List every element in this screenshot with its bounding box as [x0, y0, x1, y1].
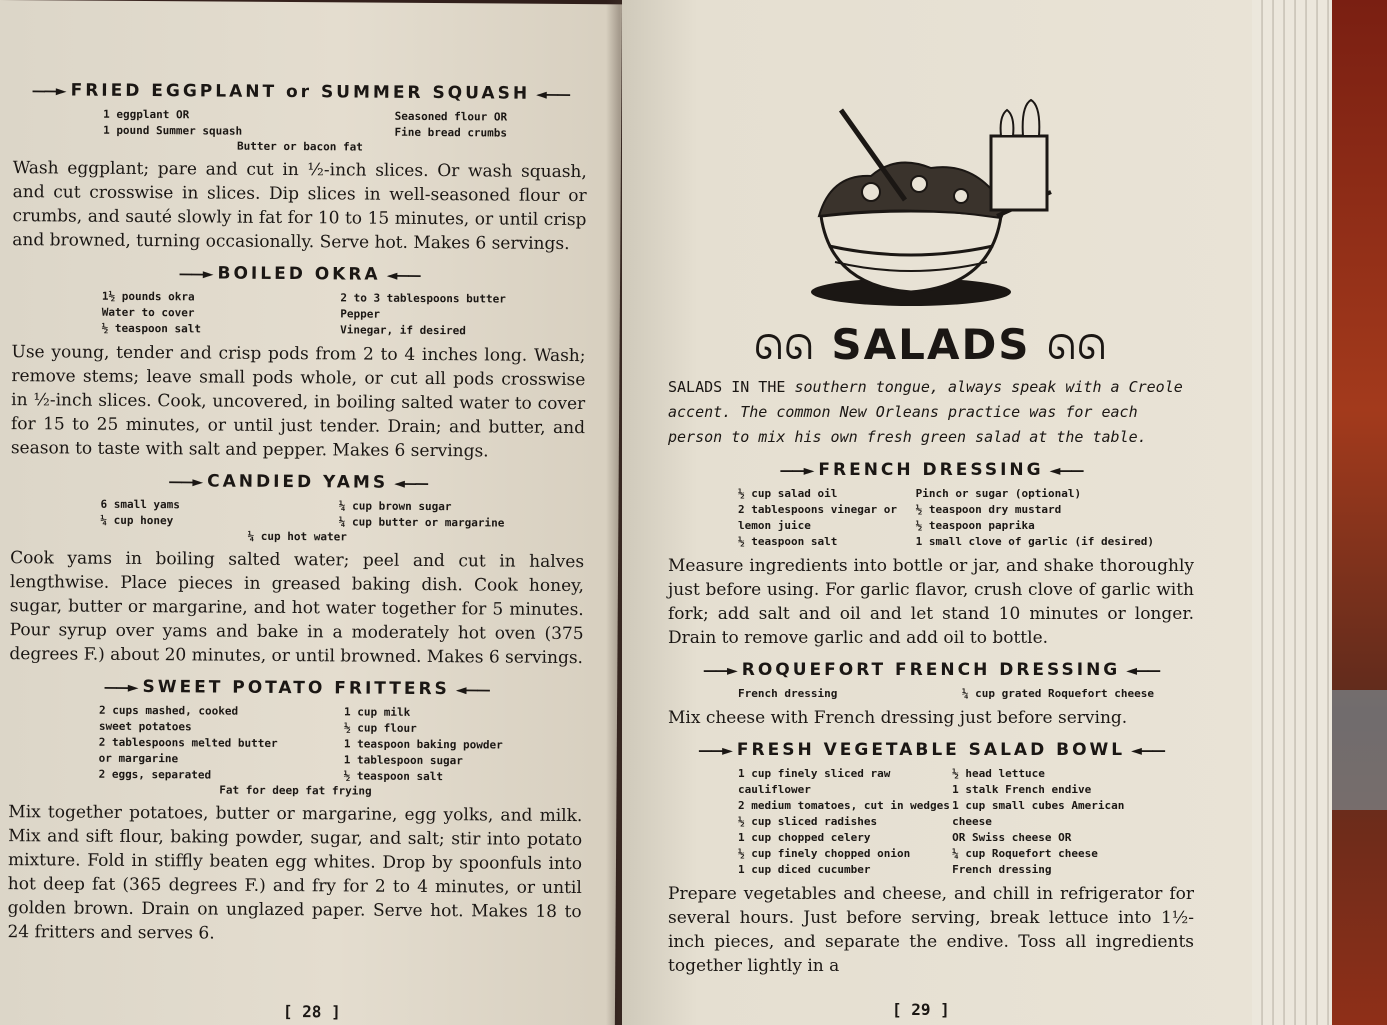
ingredient: or margarine [98, 751, 179, 766]
ingredient: Pinch or sugar (optional) [915, 487, 1082, 500]
arrow-ornament-icon: ◄—— [455, 682, 489, 699]
ingredient: 2 tablespoons melted butter [98, 735, 278, 750]
directions-roquefort-dressing: Mix cheese with French dressing just before serving. [668, 708, 1128, 728]
cruet-bottle [1023, 100, 1040, 136]
recipe-title-french-dressing: ——► FRENCH DRESSING ◄—— [779, 460, 1083, 480]
arrow-ornament-icon: ◄—— [1049, 463, 1083, 479]
ingredient: 1 teaspoon baking powder [343, 737, 503, 752]
swirl-ornament-icon: ᘏᘏ [754, 328, 815, 368]
ingredient: Butter or bacon fat [237, 139, 363, 154]
arrow-ornament-icon: ——► [779, 463, 813, 479]
ingredient: ¼ cup butter or margarine [338, 515, 505, 530]
ingredient: ½ teaspoon dry mustard [915, 503, 1062, 516]
ingredient: ½ cup sliced radishes [738, 815, 878, 828]
page-number: [ 28 ] [282, 1002, 341, 1022]
book-cover-edge [1332, 0, 1387, 1025]
arrow-ornament-icon: ◄—— [536, 86, 569, 103]
ingredient: 2 eggs, separated [98, 767, 212, 782]
arrow-ornament-icon: ——► [178, 266, 212, 283]
ingredient: 1 stalk French endive [952, 783, 1092, 796]
directions-french-dressing: Measure ingredients into bottle or jar, and shake thoroughly just before using. For garlic flavor, crush clove of garlic with fork; add salt and oil and let stand 10 minutes or longer. Drain to remove garlic and add oil to bottle. [668, 556, 1194, 648]
ingredient: ½ teaspoon salt [738, 535, 838, 548]
page-stack-edge [1252, 0, 1332, 1025]
ingredients-boiled-okra [12, 288, 586, 340]
arrow-ornament-icon: ◄—— [386, 267, 420, 284]
ingredient: Seasoned flour OR [394, 109, 508, 124]
salad-bowl-illustration-icon [801, 96, 1061, 316]
cruet-bottle [1001, 110, 1014, 136]
arrow-ornament-icon: ——► [31, 83, 65, 100]
ingredient: OR Swiss cheese OR [952, 831, 1072, 844]
ingredients-french-dressing [668, 486, 1194, 550]
ingredient: lemon juice [738, 519, 811, 532]
ingredients-sweet-potato-fritters [9, 702, 584, 786]
tomato-slice [911, 176, 927, 192]
ingredient: 1 cup diced cucumber [738, 863, 871, 876]
ingredient: 1 small clove of garlic (if desired) [915, 535, 1154, 548]
ingredient: ¼ cup brown sugar [338, 499, 452, 514]
ingredient: Pepper [340, 307, 381, 321]
ingredient: ½ teaspoon paprika [915, 519, 1035, 532]
ingredient: Vinegar, if desired [340, 323, 467, 338]
left-page [0, 0, 622, 1025]
ingredients-fresh-vegetable-salad-bowl [668, 766, 1194, 878]
directions-fried-eggplant: Wash eggplant; pare and cut in ½-inch slices. Or wash squash, and cut crosswise in slices. Dip slices in well-seasoned flour or crumbs, and sauté slowly in fat for 10 to 15 minutes, or until crisp and browned, turning occasionally. Serve hot. Makes 6 servings. [12, 158, 587, 254]
ingredient: 1 eggplant OR [103, 107, 190, 122]
intro-text: southern tongue, always speak with a Creole accent. The common New Orleans practice was for each person to mix his own fresh green salad at the table. [668, 378, 1183, 446]
ingredient: ½ cup finely chopped onion [738, 847, 911, 860]
salad-leaves [819, 163, 1003, 218]
chapter-title: ᘏᘏ SALADS ᘏᘏ [754, 320, 1108, 369]
tomato-slice [954, 189, 968, 203]
directions-boiled-okra: Use young, tender and crisp pods from 2 to 4 inches long. Wash; remove stems; leave small pods whole, or cut all pods crosswise in ½-inch slices. Cook, uncovered, in boiling salted water to cover for 15 to 25 minutes, or until just tender. Drain; and butter, and season to taste with salt and pepper. Makes 6 servings. [10, 342, 586, 462]
ingredient: 1 tablespoon sugar [343, 753, 464, 768]
recipe-title-sweet-potato-fritters: ——► SWEET POTATO FRITTERS ◄—— [103, 677, 489, 700]
cover-decoration [1332, 690, 1387, 810]
ingredients-candied-yams [10, 496, 584, 532]
intro-caps: SALADS IN THE [668, 378, 786, 396]
ingredient: Water to cover [101, 305, 195, 320]
ingredient: French dressing [738, 687, 838, 700]
ingredient: 1 cup finely sliced raw cauliflower [738, 767, 891, 796]
arrow-ornament-icon: ——► [698, 743, 731, 759]
ingredient: 1 cup milk [344, 705, 411, 719]
cruet-stand [991, 136, 1047, 210]
ingredient: 1 pound Summer squash [103, 123, 243, 138]
ingredient: ¼ cup grated Roquefort cheese [961, 687, 1154, 700]
page-number: [ 29 ] [892, 1000, 950, 1019]
ingredient: Fine bread crumbs [394, 125, 508, 140]
ingredient: ½ teaspoon salt [101, 321, 202, 336]
arrow-ornament-icon: ——► [103, 679, 137, 696]
ingredients-fried-eggplant [13, 106, 587, 142]
ingredients-roquefort-dressing [668, 686, 1194, 702]
ingredient: 2 cups mashed, cooked [98, 703, 239, 718]
arrow-ornament-icon: ◄—— [394, 475, 427, 492]
right-page [622, 0, 1252, 1025]
ingredient: ½ teaspoon salt [343, 769, 444, 784]
directions-candied-yams: Cook yams in boiling salted water; peel and cut in halves lengthwise. Place pieces in greased baking dish. Cook honey, sugar, butter or margarine, and hot water together for 5 minutes. Pour syrup over yams and bake in a moderately hot oven (375 degrees F.) about 20 minutes, or until browned. Makes 6 servings. [9, 548, 585, 669]
directions-sweet-potato-fritters: Mix together potatoes, butter or margarine, egg yolks, and milk. Mix and sift flour, baking powder, sugar, and salt; stir into potato mixture. Fold in stiffly beaten egg whites. Drop by spoonfuls into hot deep fat (365 degrees F.) and fry for 2 to 4 minutes, or until golden brown. Drain on unglazed paper. Serve hot. Makes 18 to 24 fritters and serves 6. [7, 802, 583, 944]
ingredient: ½ cup flour [343, 721, 417, 735]
arrow-ornament-icon: ◄—— [1131, 743, 1164, 759]
bowl [821, 211, 1001, 292]
ingredient: sweet potatoes [98, 719, 192, 734]
swirl-ornament-icon: ᘏᘏ [1047, 328, 1108, 368]
ingredient: 2 to 3 tablespoons butter [340, 291, 506, 306]
arrow-ornament-icon: ——► [168, 474, 202, 491]
ingredient: ¼ cup Roquefort cheese [952, 847, 1098, 860]
arrow-ornament-icon: ◄—— [1126, 663, 1160, 679]
recipe-title-boiled-okra: ——► BOILED OKRA ◄—— [178, 263, 420, 285]
directions-fresh-vegetable-salad-bowl: Prepare vegetables and cheese, and chill in refrigerator for several hours. Just before serving, break lettuce into 1½-inch pieces, and separate the endive. Toss all ingredients together lightly in a [668, 884, 1194, 976]
ingredient: 2 tablespoons vinegar or [738, 503, 897, 516]
ingredient: 1 cup chopped celery [738, 831, 871, 844]
tomato-slice [862, 183, 880, 201]
ingredient: Fat for deep fat frying [219, 783, 372, 798]
chapter-intro [668, 375, 1184, 450]
ingredient: ½ cup salad oil [738, 487, 838, 500]
recipe-title-roquefort-french-dressing: ——► ROQUEFORT FRENCH DRESSING ◄—— [702, 660, 1160, 680]
recipe-title-fried-eggplant: ——► FRIED EGGPLANT or SUMMER SQUASH ◄—— [31, 80, 569, 104]
ingredient: ½ head lettuce [952, 767, 1045, 780]
ingredient: 1½ pounds okra [101, 289, 195, 304]
ingredient: 1 cup small cubes American cheese [952, 799, 1125, 828]
ingredient: French dressing [952, 863, 1052, 876]
recipe-title-candied-yams: ——► CANDIED YAMS ◄—— [168, 471, 427, 493]
ingredient: 2 medium tomatoes, cut in wedges [738, 799, 950, 812]
ingredient: 6 small yams [100, 497, 181, 512]
ingredient: ¼ cup hot water [247, 529, 347, 544]
ingredient: ¼ cup honey [100, 513, 174, 528]
recipe-title-fresh-vegetable-salad-bowl: ——► FRESH VEGETABLE SALAD BOWL ◄—— [698, 740, 1164, 760]
arrow-ornament-icon: ——► [702, 663, 736, 679]
